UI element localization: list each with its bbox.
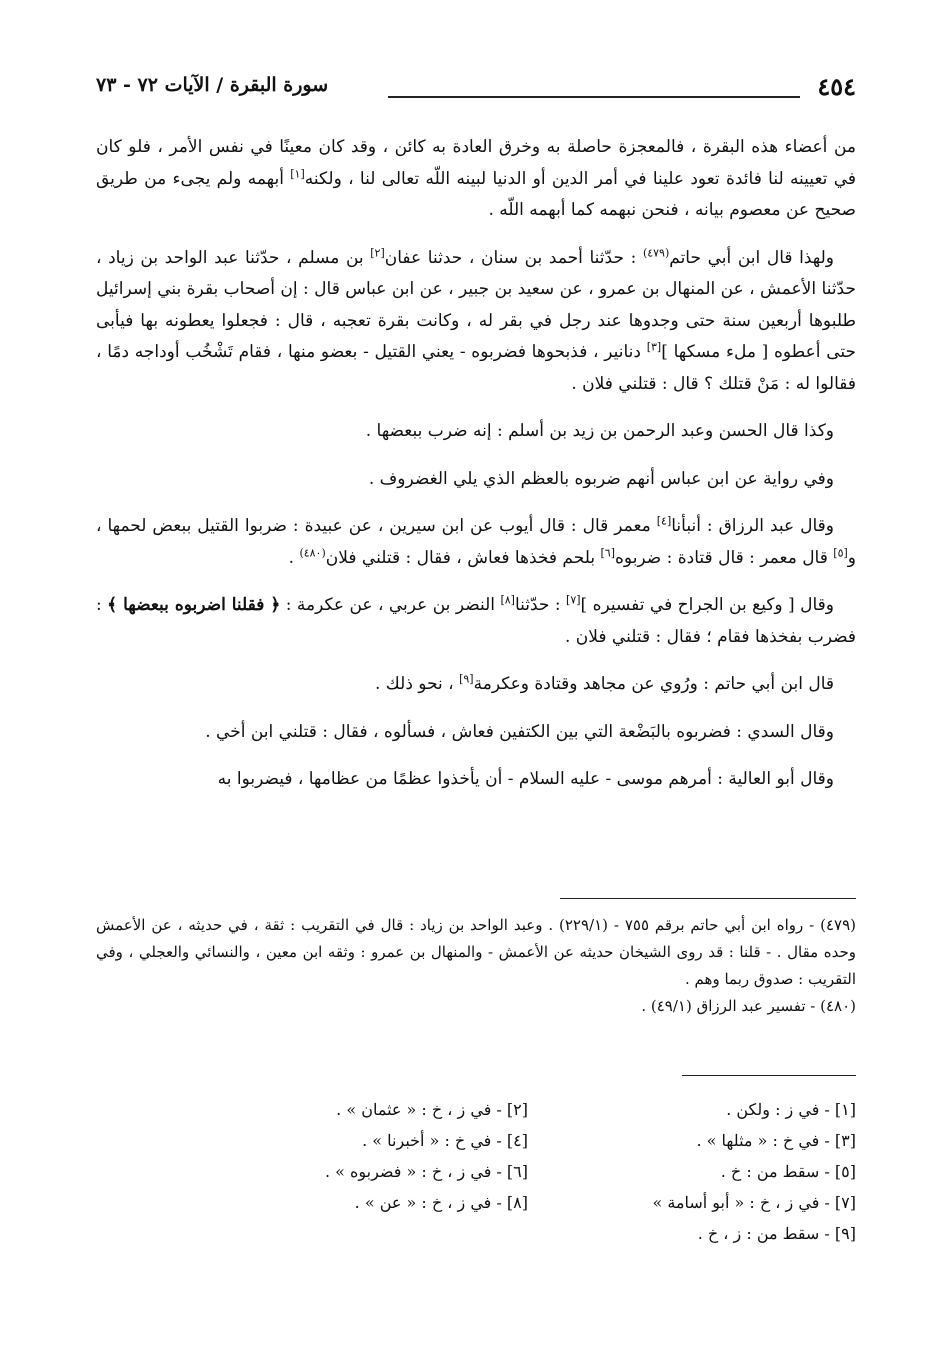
variant-note: [٢] - في ز ، خ : « عثمان » . — [336, 1100, 528, 1119]
variant-note: [٥] - سقط من : خ . — [720, 1162, 856, 1181]
variant-note: [٤] - في خ : « أخبرنا » . — [362, 1131, 528, 1150]
text: أبهمه ولم يجىء من طريق صحيح عن معصوم بيانه ، فنحن نبهمه كما أبهمه اللّه . — [96, 168, 856, 220]
variant-ref: [٦] — [600, 545, 615, 559]
variant-note: [٣] - في خ : « مثلها » . — [696, 1131, 856, 1150]
footnote-ref: (٤٨٠) — [299, 545, 326, 559]
variant-ref: [٧] — [566, 593, 581, 607]
paragraph-1 — [96, 132, 856, 227]
footnote-480: (٤٨٠) - تفسير عبد الرزاق (٤٩/١) . — [641, 997, 856, 1015]
text: من أعضاء هذه البقرة ، فالمعجزة حاصلة به وخرق العادة به كائن ، وقد كان معينًا في نفس الأمر ، فلو كان في تعيينه لنا فائدة تعود علينا في أمر الدين أو الدنيا لبينه اللّه تعالى لنا ، ولكنه — [96, 137, 856, 189]
main-text — [96, 132, 856, 812]
variant-note: [١] - في ز : ولكن . — [726, 1100, 856, 1119]
variant-note: [٦] - في ز ، خ : « فضربوه » . — [324, 1162, 528, 1181]
text: : فضرب بفخذها فقام ؛ فقال : قتلني فلان . — [96, 595, 856, 647]
text: بلحم فخذها فعاش ، فقال : قتلني فلان — [325, 547, 601, 568]
footnotes — [96, 912, 856, 1020]
variant-ref: [٥] — [833, 545, 848, 559]
variant-note: [٧] - في ز ، خ : « أبو أسامة » — [652, 1193, 856, 1212]
page-number: ٤٥٤ — [817, 72, 856, 101]
text: وقال [ وكيع بن الجراح في تفسيره ] — [580, 595, 834, 615]
variant-row — [200, 1187, 856, 1218]
text: معمر قال : قال أيوب عن ابن سيرين ، عن عبيدة : ضربوا القتيل ببعض لحمها ، و — [96, 516, 856, 568]
page-header — [96, 72, 856, 112]
variant-row — [200, 1156, 856, 1187]
variant-ref: [١] — [290, 166, 305, 180]
variant-note — [200, 1218, 528, 1249]
paragraph-2 — [96, 243, 856, 401]
variant-ref: [٨] — [500, 593, 515, 607]
text: النضر بن عربي ، عن عكرمة : — [280, 595, 501, 615]
text: وقال عبد الرزاق : أنبأنا — [671, 516, 834, 536]
paragraph-5 — [96, 511, 856, 574]
variant-ref: [٤] — [656, 514, 672, 528]
paragraph-4: وفي رواية عن ابن عباس أنهم ضربوه بالعظم الذي يلي الغضروف . — [368, 468, 834, 489]
text: . — [288, 547, 300, 568]
paragraph-7 — [96, 669, 856, 701]
quran-verse: ﴿ فقلنا اضربوه ببعضها ﴾ — [107, 595, 281, 615]
text: بن مسلم ، حدّثنا عبد الواحد بن زياد ، حدّثنا الأعمش ، عن المنهال بن عمرو ، عن سعيد بن جبير ، عن ابن عباس قال : إن أصحاب بقرة بني إسرائيل طلبوها أربعين سنة حتى وجدوها عند رجل في بقر له ، وكانت بقرة تعجبه ، قال : فجعلوا يعطونه بها فيأبى حتى أعطوه [ ملء مسكها ] — [96, 247, 857, 362]
variant-row — [200, 1094, 856, 1125]
paragraph-9: وقال أبو العالية : أمرهم موسى - عليه السلام - أن يأخذوا عظمًا من عظامها ، فيضربوا به — [217, 769, 834, 789]
manuscript-variants — [200, 1094, 856, 1249]
variant-ref: [٣] — [646, 340, 662, 354]
variant-row — [200, 1218, 856, 1249]
variant-ref: [٢] — [370, 245, 385, 259]
text: : حدّثنا — [514, 595, 567, 615]
running-title: سورة البقرة / الآيات ٧٢ - ٧٣ — [96, 74, 329, 96]
variant-row — [200, 1125, 856, 1156]
footnote-rule — [560, 898, 856, 899]
paragraph-3: وكذا قال الحسن وعبد الرحمن بن زيد بن أسلم : إنه ضرب ببعضها . — [365, 421, 834, 441]
footnote-ref: (٤٧٩) — [642, 245, 670, 259]
variants-rule — [682, 1075, 856, 1076]
text: قال ابن أبي حاتم : ورُوي عن مجاهد وقتادة وعكرمة — [473, 674, 834, 694]
text: ، نحو ذلك . — [375, 674, 460, 694]
paragraph-6 — [96, 590, 856, 653]
text: دنانير ، فذبحوها فضربوه - يعني القتيل - بعضو منها ، فقام تَشْخُب أوداجه دمًا ، فقالوا له : مَنْ قتلك ؟ قال : قتلني فلان . — [96, 342, 856, 394]
variant-ref: [٩] — [459, 672, 474, 686]
text: : حدّثنا أحمد بن سنان ، حدثنا عفان — [384, 247, 643, 268]
footnote-479: (٤٧٩) - رواه ابن أبي حاتم برقم ٧٥٥ - (٢٢٩/١) . وعبد الواحد بن زياد : قال في التقريب : ثقة ، في حديثه ، عن الأعمش وحده مقال . - قلنا : قد روى الشيخان حديثه عن الأعمش - والمنهال بن عمرو : وثقه ابن معين ، والنسائي والعجلي ، وفي التقريب : صدوق ربما وهم . — [96, 916, 856, 988]
variant-note: [٩] - سقط من : ز ، خ . — [697, 1224, 856, 1243]
text: قال معمر : قال قتادة : ضربوه — [615, 547, 834, 568]
paragraph-8: وقال السدي : فضربوه بالبَضْعة التي بين الكتفين فعاش ، فسألوه ، فقال : قتلني ابن أخي . — [205, 721, 834, 742]
text: ولهذا قال ابن أبي حاتم — [669, 247, 834, 268]
variant-note: [٨] - في ز ، خ : « عن » . — [354, 1193, 528, 1212]
header-rule — [388, 96, 800, 98]
